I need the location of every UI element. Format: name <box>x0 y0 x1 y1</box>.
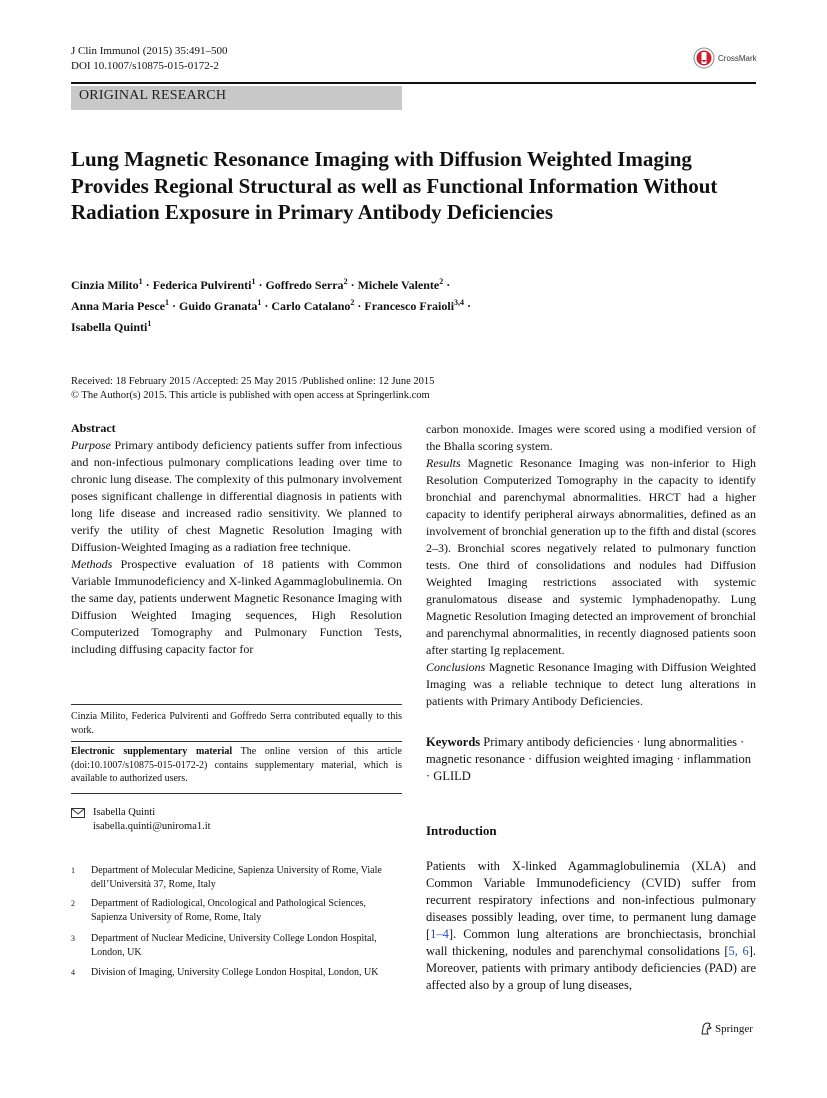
publisher-logo <box>700 1022 753 1035</box>
citation-link[interactable]: 5, 6 <box>728 944 749 958</box>
section-banner <box>71 86 402 110</box>
introduction-text: Patients with X-linked Agammaglobulinemia (XLA) and Common Variable Immunodeficiency (CVID) suffer from recurrent respiratory infections and non-infectious pulmonary diseases possibly leading, over time, to permanent lung damage [1–4]. Common lung alterations are bronchiectasis, bronchial wall thickening, nodules and parenchymal consolidations [5, 6]. Moreover, patients with primary antibody deficiencies (PAD) are affected also by a group of lung diseases, <box>426 859 756 992</box>
mail-icon <box>71 808 85 818</box>
corresponding-author <box>71 806 211 834</box>
crossmark-label: CrossMark <box>718 53 757 63</box>
author[interactable]: Cinzia Milito$^1$ <box>71 277 143 292</box>
author-list: Cinzia Milito$^1$ · Federica Pulvirenti$^1$ · Goffredo Serra$^2$ · Michele Valente$^2$ · Anna Maria Pesce$^1$ · Guido Granata$^1$ · Carlo Catalano$^2$ · Francesco Fraioli$^{3,4}$ · Isabella Quinti$^1$ <box>71 277 472 334</box>
header-rule <box>71 82 756 84</box>
conclusions-label: Conclusions <box>426 660 486 674</box>
article-title: Lung Magnetic Resonance Imaging with Diffusion Weighted Imaging Provides Regional Structural as well as Functional Information Without Radiation Exposure in Primary Antibody Deficiencies <box>71 147 718 224</box>
keywords-text: Primary antibody deficiencies · lung abnormalities · magnetic resonance · diffusion weighted imaging · inflammation · GLILD <box>426 735 752 783</box>
author[interactable]: Carlo Catalano$^2$ <box>271 298 355 313</box>
contact-name: Isabella Quinti <box>93 807 156 818</box>
affiliation: 3 Department of Nuclear Medicine, University College London Hospital, London, UK <box>71 933 377 958</box>
journal-citation: J Clin Immunol (2015) 35:491–500 <box>71 45 228 57</box>
keywords <box>426 734 756 785</box>
contact-email[interactable]: isabella.quinti@uniroma1.it <box>93 821 211 832</box>
contribution-note: Cinzia Milito, Federica Pulvirenti and Goffredo Serra contributed equally to this work. <box>71 711 402 736</box>
journal-header <box>71 44 227 74</box>
publication-dates <box>71 375 434 402</box>
author[interactable]: Francesco Fraioli$^{3,4}$ <box>364 298 465 313</box>
abstract-heading: Abstract <box>71 421 116 435</box>
abstract-left <box>71 437 402 658</box>
results-text: Magnetic Resonance Imaging was non-inferior to High Resolution Computerized Tomography in the capacity to identify bronchial and parenchymal abnormalities. HRCT had a higher capacity to identify peripheral airways abnormalities, defined as an involvement of bronchial generation up to the fifth and distal (scores 2–3). Bronchial scores negatively related to pulmonary function tests. One third of consolidations and nodules had Diffusion Weighted Imaging restrictions associated with systemic granulomatous disease and systemic lymphadenopathy. Lung Magnetic Resolution Imaging detected an improvement of bronchial and parenchymal abnormalities, in recently diagnosed patients soon after starting Ig replacement. <box>426 456 757 657</box>
crossmark-icon <box>693 47 715 69</box>
purpose-text: Primary antibody deficiency patients suffer from infectious and non-infectious pulmonary complications leading over time to chronic lung disease. The complexity of this pulmonary involvement poses significant challenge in differential diagnosis in patients with long life disease and increased radio sensitivity. We planned to verify the utility of chest Magnetic Resolution Imaging with Diffusion-Weighted Imaging as a radiation free technique. <box>71 438 402 554</box>
author[interactable]: Federica Pulvirenti$^1$ <box>152 277 256 292</box>
citation-link[interactable]: 1–4 <box>430 927 449 941</box>
footnote-divider <box>71 741 402 742</box>
affiliation: 1 Department of Molecular Medicine, Sapienza University of Rome, Viale dell’Università 37, Rome, Italy <box>71 865 382 890</box>
author[interactable]: Anna Maria Pesce$^1$ <box>71 298 169 313</box>
affiliation: 2 Department of Radiological, Oncological and Pathological Sciences, Sapienza University of Rome, Rome, Italy <box>71 898 366 923</box>
publisher-name: Springer <box>715 1022 753 1035</box>
abstract-right <box>426 421 756 710</box>
author[interactable]: Guido Granata$^1$ <box>179 298 262 313</box>
affiliation: 4 Division of Imaging, University College London Hospital, London, UK <box>71 967 379 978</box>
methods-text: Prospective evaluation of 18 patients with Common Variable Immunodeficiency and X-linked Agammaglobulinemia. On the same day, patients underwent Magnetic Resonance Imaging with Diffusion Weighted Imaging sequences, High Resolution Computerized Tomography and Pulmonary Function Tests, including diffusing capacity factor for <box>71 557 403 656</box>
introduction-heading: Introduction <box>426 823 497 838</box>
author[interactable]: Goffredo Serra$^2$ <box>265 277 348 292</box>
copyright-line: © The Author(s) 2015. This article is published with open access at Springerlink.com <box>71 389 430 401</box>
footnote-divider <box>71 704 402 705</box>
springer-horse-icon <box>700 1022 712 1035</box>
esm-text[interactable]: The online version of this article (doi:10.1007/s10875-015-0172-2) contains supplementary material, which is available to authorized users. <box>71 746 402 784</box>
conclusions-text: Magnetic Resonance Imaging with Diffusion Weighted Imaging was a reliable technique to detect lung alterations in patients with Primary Antibody Deficiencies. <box>426 660 756 708</box>
doi[interactable]: DOI 10.1007/s10875-015-0172-2 <box>71 60 219 72</box>
results-label: Results <box>426 456 461 470</box>
esm-label: Electronic supplementary material <box>71 746 233 757</box>
methods-continued: carbon monoxide. Images were scored using a modified version of the Bhalla scoring system. <box>426 422 756 453</box>
methods-label: Methods <box>71 557 113 571</box>
purpose-label: Purpose <box>71 438 111 452</box>
author[interactable]: Isabella Quinti$^1$ <box>71 319 152 334</box>
keywords-label: Keywords <box>426 735 481 749</box>
footnote-divider <box>71 793 402 794</box>
crossmark-badge[interactable] <box>693 47 757 69</box>
esm-note <box>71 745 402 786</box>
dates-line: Received: 18 February 2015 /Accepted: 25 May 2015 /Published online: 12 June 2015 <box>71 376 435 387</box>
section-banner-label: ORIGINAL RESEARCH <box>79 88 227 103</box>
author[interactable]: Michele Valente$^2$ <box>357 277 444 292</box>
